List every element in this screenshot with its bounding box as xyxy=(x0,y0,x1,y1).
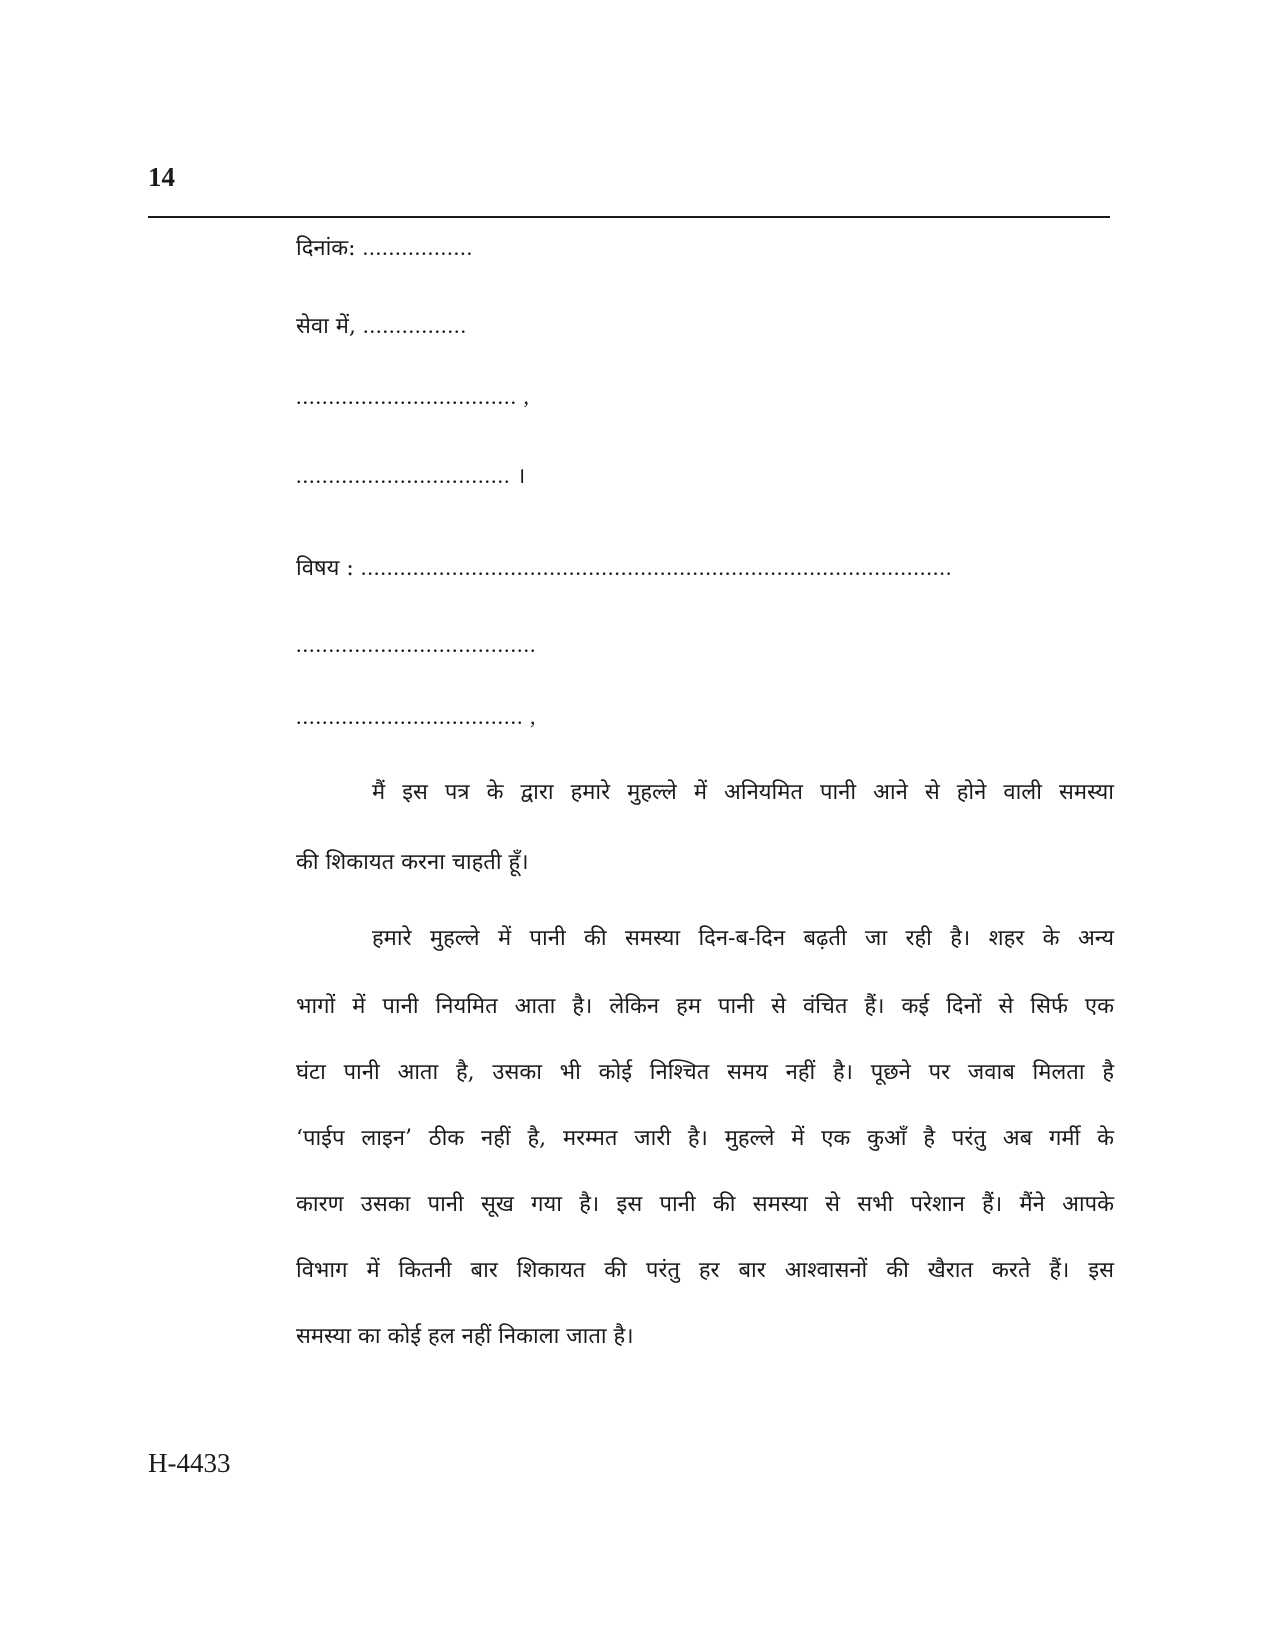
paragraph-2-line-1: हमारे मुहल्ले में पानी की समस्या दिन-ब-दिन बढ़ती जा रही है। शहर के अन्य xyxy=(372,926,1114,951)
header-rule xyxy=(148,216,1110,218)
page-number: 14 xyxy=(148,162,175,192)
to-line xyxy=(296,310,467,340)
blank-line-1: ..................................... xyxy=(296,632,537,657)
date-label: दिनांक: xyxy=(296,236,356,261)
paragraph-2-line-4: ‘पाईप लाइन’ ठीक नहीं है, मरम्मत जारी है। मुहल्ले में एक कुआँ है परंतु अब गर्मी के xyxy=(296,1126,1114,1151)
subject-label: विषय : xyxy=(296,556,354,581)
date-line xyxy=(296,232,473,262)
paragraph-1-line-2: की शिकायत करना चाहती हूँ। xyxy=(296,850,529,875)
subject-blank: ........................................................................................... xyxy=(360,555,953,580)
to-blank: ................ xyxy=(362,313,467,338)
paragraph-2-line-7: समस्या का कोई हल नहीं निकाला जाता है। xyxy=(296,1324,634,1349)
paragraph-2-line-3: घंटा पानी आता है, उसका भी कोई निश्चित समय नहीं है। पूछने पर जवाब मिलता है xyxy=(296,1060,1114,1085)
address-line-1: .................................. , xyxy=(296,384,530,409)
blank-line-2: ................................... , xyxy=(296,704,537,729)
paragraph-1-line-1: मैं इस पत्र के द्वारा हमारे मुहल्ले में अनियमित पानी आने से होने वाली समस्या xyxy=(372,780,1114,805)
footer-code: H-4433 xyxy=(148,1448,231,1478)
paragraph-2-line-5: कारण उसका पानी सूख गया है। इस पानी की समस्या से सभी परेशान हैं। मैंने आपके xyxy=(296,1192,1114,1217)
paragraph-2-line-2: भागों में पानी नियमित आता है। लेकिन हम पानी से वंचित हैं। कई दिनों से सिर्फ एक xyxy=(296,994,1114,1019)
subject-line xyxy=(296,552,952,582)
date-blank: ................. xyxy=(362,235,474,260)
paragraph-2-line-6: विभाग में कितनी बार शिकायत की परंतु हर बार आश्वासनों की खैरात करते हैं। इस xyxy=(296,1258,1114,1283)
address-line-2: ................................. । xyxy=(296,463,527,488)
to-label: सेवा में, xyxy=(296,314,356,339)
